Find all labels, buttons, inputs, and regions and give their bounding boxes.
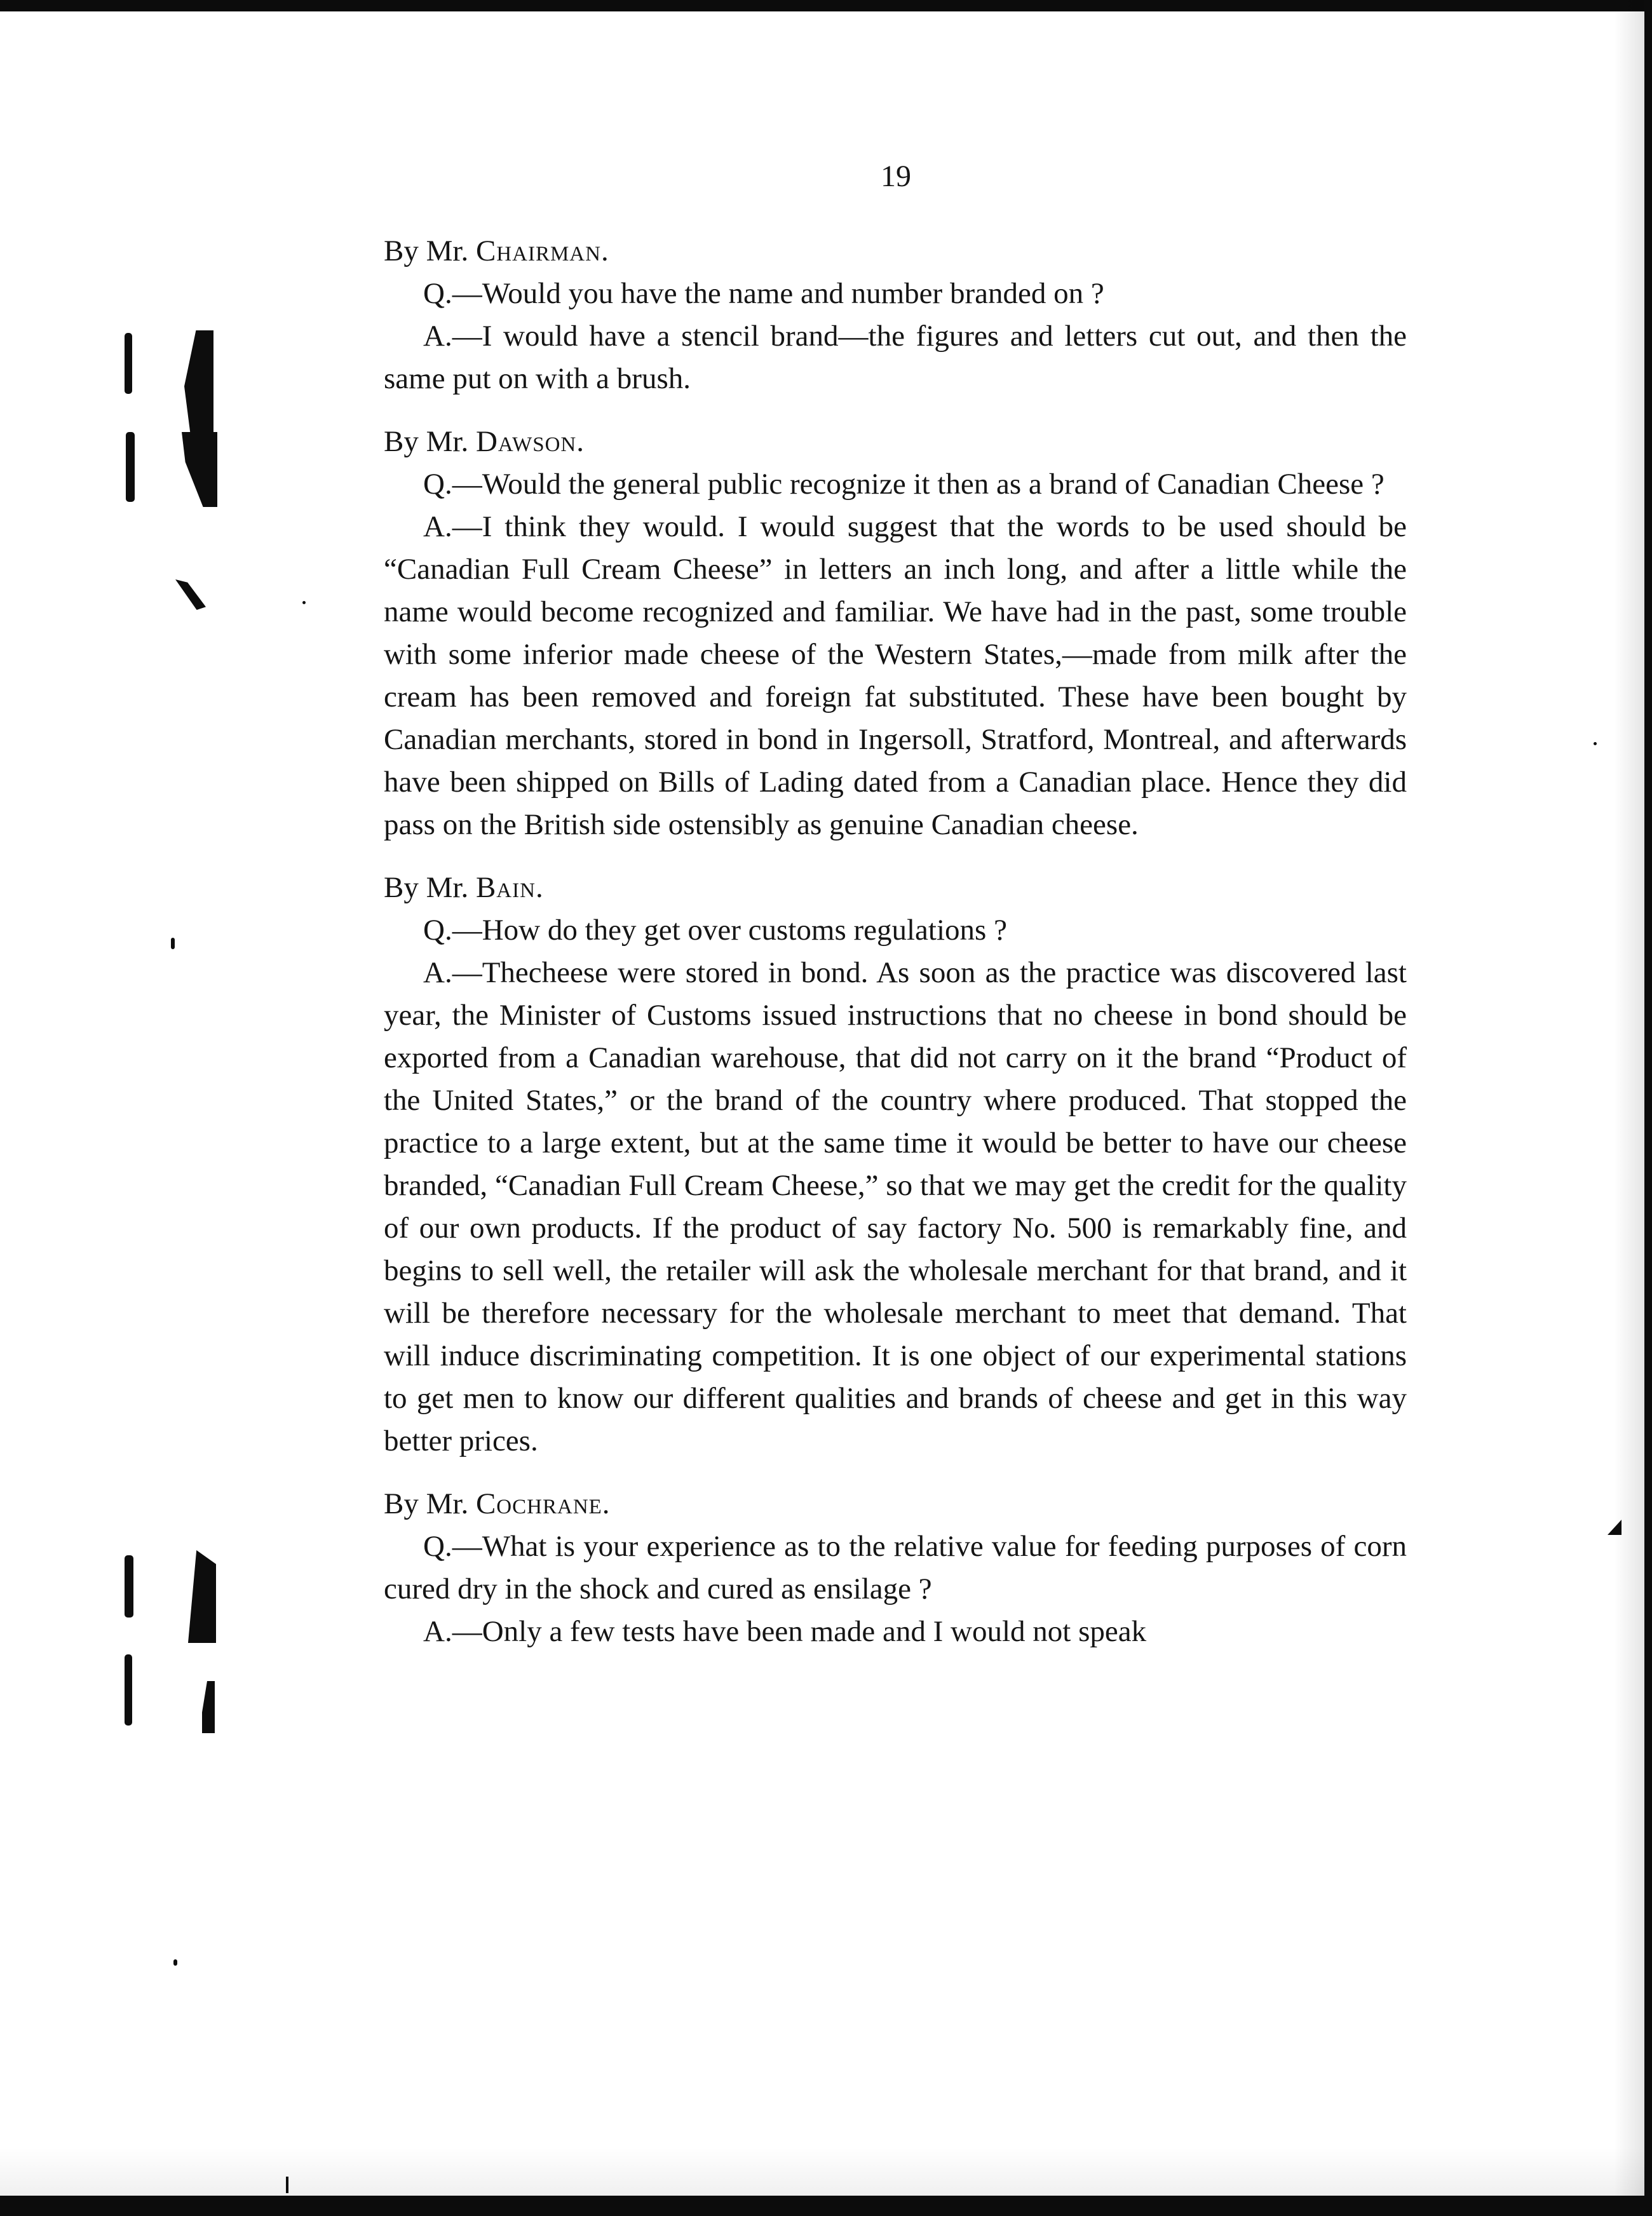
answer-paragraph: A.—Only a few tests have been made and I would not speak (423, 1615, 1147, 1648)
section-chairman (384, 230, 1407, 400)
question-paragraph: Q.—What is your experience as to the relative value for feeding purposes of corn cured dry in the shock and cured as ensilage ? (384, 1530, 1407, 1605)
speaker-name: Bain. (475, 871, 544, 904)
section-dawson (384, 421, 1407, 846)
section-bain (384, 867, 1407, 1463)
binding-mark-4 (182, 432, 217, 507)
binding-mark-8 (125, 1654, 132, 1726)
speaker-heading (384, 1483, 1407, 1525)
speck-4 (286, 2177, 288, 2193)
binding-mark-7 (188, 1550, 216, 1643)
speaker-name: Cochrane. (475, 1487, 611, 1520)
speck-3 (173, 1959, 177, 1966)
answer-paragraph: A.—Thecheese were stored in bond. As soon as the practice was discovered last year, the Minister of Customs issued instructions that no cheese in bond should be exported from a Canadian warehouse, that did not carry on it the brand “Product of the United States,” or the brand of the country where produced. That stopped the practice to a large extent, but at the same time it would be better to have our cheese branded, “Canadian Full Cream Cheese,” so that we may get the credit for the quality of our own products. If the product of say factory No. 500 is remarkably fine, and begins to sell well, the retailer will ask the wholesale merchant for that brand, and it will be therefore necessary for the wholesale merchant to meet that demand. That will induce discriminating competition. It is one object of our experimental stations to get men to know our different qualities and brands of cheese and get in this way better prices. (384, 956, 1407, 1457)
speck-5 (1594, 742, 1597, 745)
speck-1 (302, 601, 306, 604)
scan-right-shadow (1614, 0, 1644, 2216)
speaker-heading (384, 230, 1407, 273)
scan-top-border (0, 0, 1652, 11)
scan-right-border (1644, 0, 1652, 2216)
question-paragraph: Q.—Would you have the name and number branded on ? (423, 277, 1104, 310)
section-cochrane (384, 1483, 1407, 1653)
speaker-prefix: By Mr. (384, 234, 476, 267)
speaker-heading (384, 867, 1407, 909)
body-text (384, 230, 1407, 1653)
page-number: 19 (881, 159, 911, 193)
answer-paragraph: A.—I would have a stencil brand—the figures and letters cut out, and then the same put on with a brush. (384, 320, 1407, 395)
scan-bottom-border (0, 2196, 1652, 2216)
binding-mark-2 (184, 330, 213, 432)
binding-mark-1 (125, 333, 132, 394)
speaker-name: Dawson. (475, 425, 585, 458)
binding-mark-5 (175, 579, 206, 610)
speaker-prefix: By Mr. (384, 871, 476, 904)
speaker-heading (384, 421, 1407, 463)
binding-mark-3 (126, 432, 135, 502)
scan-bottom-shadow (0, 2147, 1652, 2196)
question-paragraph: Q.—Would the general public recognize it then as a brand of Canadian Cheese ? (423, 468, 1385, 501)
speaker-prefix: By Mr. (384, 1487, 476, 1520)
question-paragraph: Q.—How do they get over customs regulations ? (423, 914, 1007, 947)
speck-2 (171, 938, 175, 949)
speaker-name: Chairman. (475, 234, 609, 267)
binding-mark-6 (125, 1555, 133, 1618)
speaker-prefix: By Mr. (384, 425, 476, 458)
binding-mark-9 (202, 1681, 215, 1733)
answer-paragraph: A.—I think they would. I would suggest that the words to be used should be “Canadian Full Cream Cheese” in letters an inch long, and after a little while the name would become recognized and familiar. We have had in the past, some trouble with some inferior made cheese of the Western States,—made from milk after the cream has been removed and foreign fat substituted. These have been bought by Canadian merchants, stored in bond in Ingersoll, Stratford, Montreal, and afterwards have been shipped on Bills of Lading dated from a Canadian place. Hence they did pass on the British side ostensibly as genuine Canadian cheese. (384, 510, 1407, 841)
